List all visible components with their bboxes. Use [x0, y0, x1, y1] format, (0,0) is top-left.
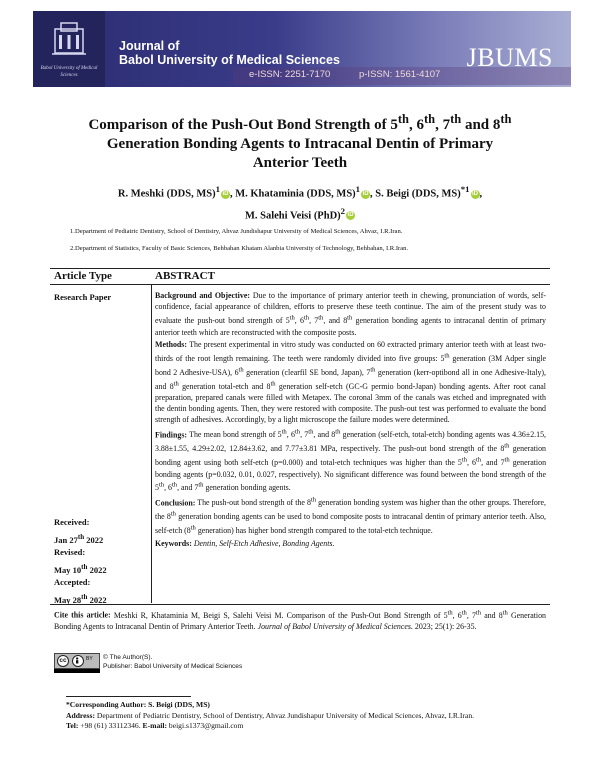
correspondence-block	[66, 700, 536, 732]
journal-banner	[33, 11, 571, 87]
citation-journal: Journal of Babol University of Medical Sciences.	[257, 621, 413, 631]
university-logo	[33, 11, 105, 87]
footnote-rule	[66, 696, 191, 697]
methods-text: The present experimental in vitro study was conducted on 60 extracted primary anterior teeth with at least two-thirds of the root length remaining. The teeth were randomly divided into five groups: 5th generation (3M Adper single bond 2 Adhesive-USA), 6th generation (clearfil SE bond, Japan), 7th generation (kerr-optibond all in one Adhesive-Italy), and 8th generation total-etch and 8th generation self-etch (GC-G permio bond-Japan) bonding agents. After root canal preparation, prepared canals were filled with Metapex. The coronal 3mm of the canals was etched and impregnated with the dentin bonding agents. Then, they were restored with composite. The push-out test was performed to evaluate the bond strength of adhesives. Accordingly, by a light microscope the failure modes were determined.	[155, 339, 546, 425]
pissn: p-ISSN: 1561-4107	[358, 69, 441, 80]
eissn: e-ISSN: 2251-7170	[249, 69, 331, 80]
license-text	[103, 654, 242, 671]
authors-line2: M. Salehi Veisi (PhD)$^2$ iD	[244, 205, 354, 221]
abstract-background	[155, 290, 546, 338]
email-label: E-mail:	[142, 721, 167, 730]
corresponding-author	[66, 700, 536, 711]
cc-by-label: BY	[86, 656, 93, 662]
abstract-header: ABSTRACT	[155, 270, 215, 282]
findings-label: Findings:	[155, 430, 188, 440]
table-column-divider	[151, 284, 152, 603]
abstract-keywords	[155, 538, 546, 549]
title-line1: Comparison of the Push-Out Bond Strength of 5th, 6th, 7th and 8th	[88, 112, 512, 133]
received-date: Jan 27th 2022	[54, 533, 104, 545]
conclusion-label: Conclusion:	[155, 498, 196, 508]
address-text: Department of Pediatric Dentistry, School of Dentistry, Ahvaz Jundishapur University of Medical Sciences, Ahvaz, I.R.Iran.	[96, 710, 475, 720]
orcid-icon[interactable]: iD	[347, 212, 354, 218]
address-label: Address:	[66, 710, 95, 720]
authors-line1: R. Meshki (DDS, MS)$^1$ iD , M. Khataminia (DDS, MS)$^1$ iD , S. Beigi (DDS, MS)$^{*1}$ iD ,	[117, 184, 483, 200]
journal-name-line1: Journal of	[119, 39, 180, 53]
citation-label: Cite this article:	[54, 610, 111, 620]
methods-label: Methods:	[155, 339, 187, 349]
revised-date: May 10th 2022	[54, 563, 107, 575]
revised-label: Revised:	[54, 547, 86, 557]
journal-name	[119, 39, 340, 67]
findings-text: The mean bond strength of 5th, 6th, 7th, and 8th generation (self-etch, total-etch) bonding agents was 4.36±2.15, 3.88±1.55, 4.29±2.02, 12.84±3.62, and 7.77±3.81 MPa, respectively. The push-out bond strength of the 8th generation bonding agent using both self-etch (p=0.000) and total-etch techniques was higher than the 5th, 6th, and 7th generation bonding agents (p=0.032, 0.01, 0.027, respectively). No significant difference was found between the bond strength of the 5th, 6th, and 7th generation bonding agents.	[155, 428, 547, 493]
attribution-person-icon	[72, 655, 84, 667]
tel-value: +98 (61) 33112346.	[80, 721, 141, 730]
affiliation-1: 1.Department of Pediatric Dentistry, School of Dentistry, Ahvaz Jundishapur University of Medical Sciences, Ahvaz, I.R.Iran.	[70, 228, 403, 235]
title-line3: Anterior Teeth	[252, 155, 348, 171]
abstract-conclusion	[155, 495, 546, 537]
received-label: Received:	[54, 517, 90, 527]
citation-block	[54, 607, 546, 632]
journal-name-line2: Babol University of Medical Sciences	[119, 53, 340, 67]
abstract-methods	[155, 339, 546, 426]
article-type-header: Article Type	[54, 270, 112, 282]
orcid-icon[interactable]: iD	[222, 190, 229, 197]
background-label: Background and Objective:	[155, 291, 250, 300]
citation-reference: 2023; 25(1): 26-35.	[414, 621, 477, 631]
table-bottom-rule	[50, 604, 550, 605]
logo-motto: Babol University of Medical Sciences	[40, 66, 98, 78]
email-value[interactable]: beigi.s1373@gmail.com	[168, 721, 244, 730]
keywords-label: Keywords:	[155, 538, 192, 548]
abstract-body	[155, 290, 546, 550]
license-owner: © The Author(S).	[103, 654, 153, 661]
author-list	[60, 181, 540, 224]
table-top-rule	[50, 268, 550, 269]
issn-line	[249, 69, 569, 84]
cc-icon: cc	[57, 655, 69, 667]
citation-text: Meshki R, Khataminia M, Beigi S, Salehi Veisi M. Comparison of the Push-Out Bond Strength of 5th, 6th, 7th and 8th Generation Bonding Agents to Intracanal Dentin of Primary Anterior Teeth.	[54, 609, 546, 631]
tel-label: Tel:	[66, 721, 79, 730]
article-type-value: Research Paper	[54, 292, 112, 302]
paper-title	[60, 110, 540, 173]
accepted-date: May 28th 2022	[54, 593, 107, 605]
cc-badge-bar	[54, 669, 100, 673]
keywords-text: Dentin, Self-Etch Adhesive, Bonding Agents.	[193, 538, 335, 548]
corresponding-author-label: *Corresponding Author: S. Beigi (DDS, MS)	[66, 700, 210, 709]
table-header-rule	[50, 284, 550, 285]
cc-license-badge[interactable]	[54, 653, 100, 669]
affiliation-2: 2.Department of Statistics, Faculty of Basic Sciences, Behbahan Khatam Alanbia University of Technology, Behbahan, I.R.Iran.	[70, 245, 409, 252]
contact-line	[66, 721, 536, 732]
university-building-icon	[49, 19, 89, 59]
journal-abbreviation: JBUMS	[466, 43, 553, 72]
background-text: Due to the importance of primary anterior teeth in chewing, pronunciation of words, self-confidence, facial appearance of children, efforts to preserve these teeth continue. The aim of the present study was to evaluate the push-out bond strength of 5th, 6th, 7th, and 8th generation bonding agents to intracanal dentin of primary anterior teeth which are reconstructed with the composite posts.	[155, 291, 546, 337]
conclusion-text: The push-out bond strength of the 8th generation bonding system was higher than the other groups. Therefore, the 8th generation bonding agents can be used to bond composite posts to intracanal dentin of primary anterior teeth. Also, self-etch (8th generation) has higher bond strength compared to the total-etch technique.	[155, 496, 546, 536]
orcid-icon[interactable]: iD	[362, 190, 369, 197]
license-publisher: Publisher: Babol University of Medical Sciences	[103, 662, 243, 670]
address-line	[66, 711, 536, 722]
orcid-icon[interactable]: iD	[472, 190, 479, 197]
accepted-label: Accepted:	[54, 577, 91, 587]
title-line2: Generation Bonding Agents to Intracanal Dentin of Primary	[106, 136, 494, 152]
abstract-findings	[155, 427, 546, 494]
